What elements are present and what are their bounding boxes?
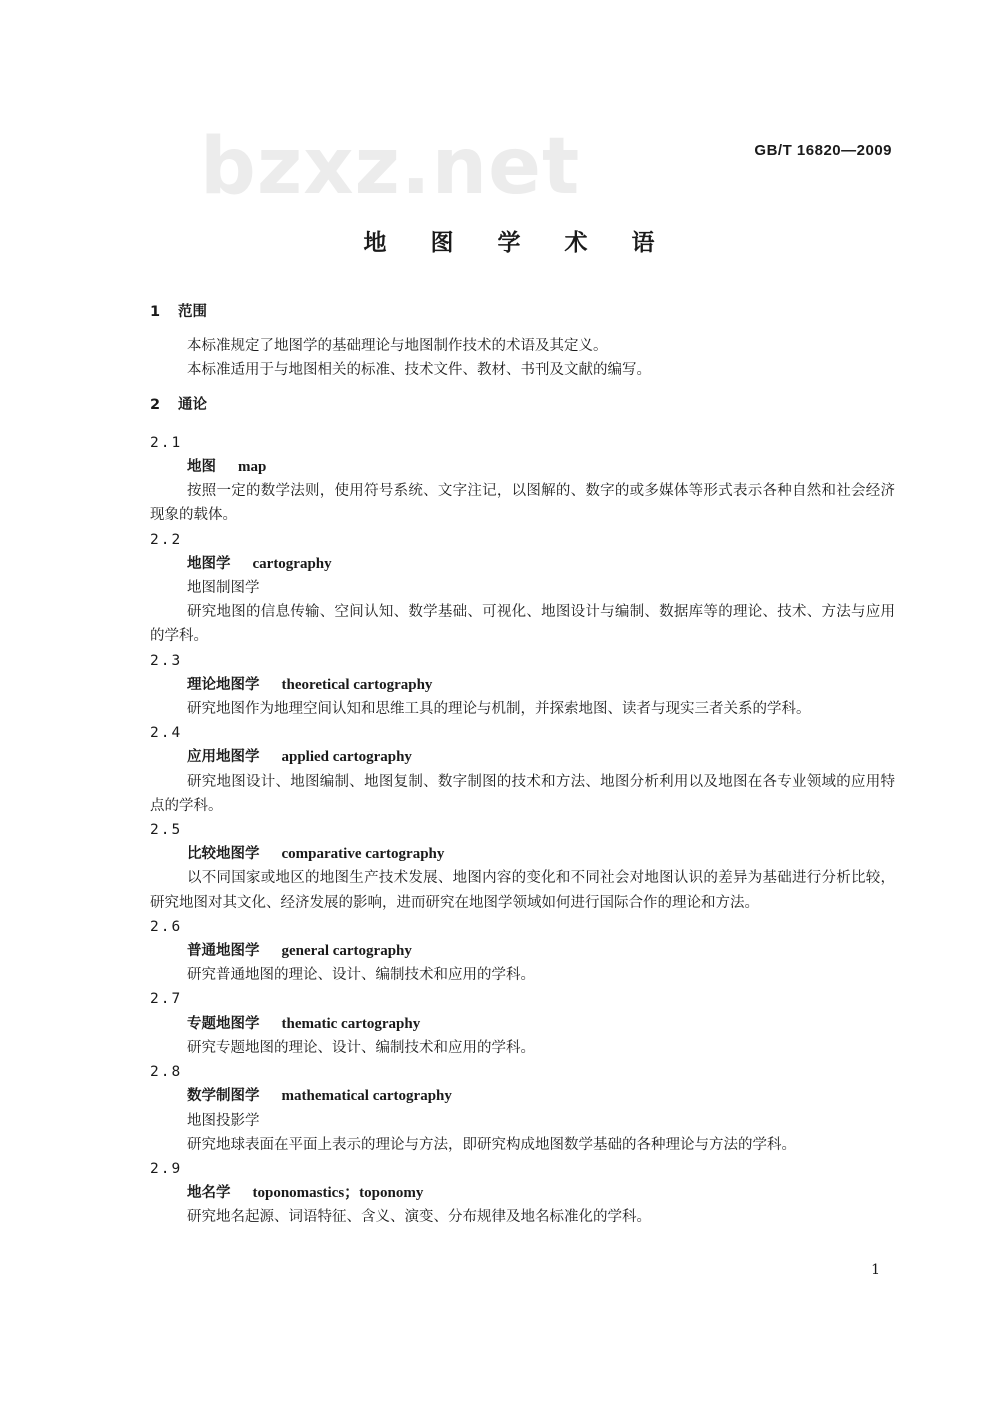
term-chinese: 应用地图学: [187, 749, 260, 766]
term-english: toponomastics；toponomy: [252, 1185, 424, 1202]
section-title: 范围: [178, 304, 207, 320]
term-entry: [150, 431, 895, 528]
scope-paragraph: 本标准适用于与地图相关的标准、技术文件、教材、书刊及文献的编写。: [187, 362, 651, 379]
term-number: 2.7: [150, 991, 183, 1008]
term-english: general cartography: [281, 943, 412, 960]
term-number: 2.9: [150, 1160, 183, 1177]
term-heading: [150, 1012, 895, 1036]
term-number: 2.3: [150, 652, 183, 669]
term-definition: 研究地名起源、词语特征、含义、演变、分布规律及地名标准化的学科。: [187, 1209, 651, 1226]
term-entry: [150, 1157, 895, 1230]
term-definition: 以不同国家或地区的地图生产技术发展、地图内容的变化和不同社会对地图认识的差异为基础进行分析比较，研究地图对其文化、经济发展的影响，进而研究在地图学领域如何进行国际合作的理论和方法。: [150, 870, 895, 911]
term-definition: 研究地球表面在平面上表示的理论与方法，即研究构成地图数学基础的各种理论与方法的学科。: [187, 1136, 796, 1153]
standard-number: GB/T 16820—2009: [754, 142, 892, 159]
scope-paragraph: 本标准规定了地图学的基础理论与地图制作技术的术语及其定义。: [187, 338, 608, 355]
term-list: [150, 431, 895, 1230]
term-number: 2.2: [150, 531, 183, 548]
page-title: 地 图 学 术 语: [363, 230, 673, 256]
term-english: cartography: [252, 555, 332, 572]
term-heading: [150, 1181, 895, 1205]
term-english: comparative cartography: [281, 846, 445, 863]
term-number: 2.8: [150, 1064, 183, 1081]
term-entry: [150, 1060, 895, 1157]
term-chinese: 专题地图学: [187, 1015, 260, 1032]
term-number: 2.1: [150, 434, 183, 451]
term-heading: [150, 673, 895, 697]
section-title: 通论: [178, 396, 207, 413]
section-number: 1: [150, 304, 161, 320]
term-english: mathematical cartography: [281, 1088, 452, 1105]
term-english: map: [238, 459, 267, 476]
section-heading-general: [150, 393, 895, 417]
term-definition: 研究地图作为地理空间认知和思维工具的理论与机制，并探索地图、读者与现实三者关系的学科。: [187, 701, 811, 718]
term-chinese: 普通地图学: [187, 943, 260, 960]
term-entry: [150, 818, 895, 915]
section-heading-scope: [150, 300, 895, 324]
term-heading: [150, 552, 895, 576]
watermark: bzxz.net: [200, 122, 581, 212]
term-chinese: 地名学: [187, 1185, 231, 1202]
term-chinese: 地图学: [187, 555, 231, 572]
term-chinese: 比较地图学: [187, 846, 260, 863]
term-heading: [150, 842, 895, 866]
document-body: [150, 300, 895, 1230]
term-heading: [150, 939, 895, 963]
term-english: theoretical cartography: [281, 676, 433, 693]
term-entry: [150, 721, 895, 818]
term-entry: [150, 649, 895, 722]
term-chinese: 数学制图学: [187, 1088, 260, 1105]
term-english: thematic cartography: [281, 1015, 421, 1032]
term-definition: 按照一定的数学法则，使用符号系统、文字注记，以图解的、数字的或多媒体等形式表示各种自然和社会经济现象的载体。: [150, 483, 895, 524]
term-number: 2.5: [150, 822, 183, 839]
term-entry: [150, 528, 895, 649]
term-definition: 研究普通地图的理论、设计、编制技术和应用的学科。: [187, 967, 535, 984]
term-synonym: 地图制图学: [187, 580, 260, 597]
term-heading: [150, 455, 895, 479]
term-heading: [150, 1084, 895, 1108]
term-definition: 研究地图的信息传输、空间认知、数学基础、可视化、地图设计与编制、数据库等的理论、技术、方法与应用的学科。: [150, 604, 895, 645]
term-english: applied cartography: [281, 749, 412, 766]
term-synonym: 地图投影学: [187, 1112, 260, 1129]
term-entry: [150, 987, 895, 1060]
term-entry: [150, 915, 895, 988]
term-chinese: 地图: [187, 459, 216, 476]
term-chinese: 理论地图学: [187, 676, 260, 693]
term-number: 2.4: [150, 725, 183, 742]
term-definition: 研究专题地图的理论、设计、编制技术和应用的学科。: [187, 1039, 535, 1056]
term-heading: [150, 745, 895, 769]
section-number: 2: [150, 396, 161, 413]
term-definition: 研究地图设计、地图编制、地图复制、数字制图的技术和方法、地图分析利用以及地图在各专业领域的应用特点的学科。: [150, 773, 895, 814]
term-number: 2.6: [150, 918, 183, 935]
page-number: 1: [871, 1262, 880, 1278]
